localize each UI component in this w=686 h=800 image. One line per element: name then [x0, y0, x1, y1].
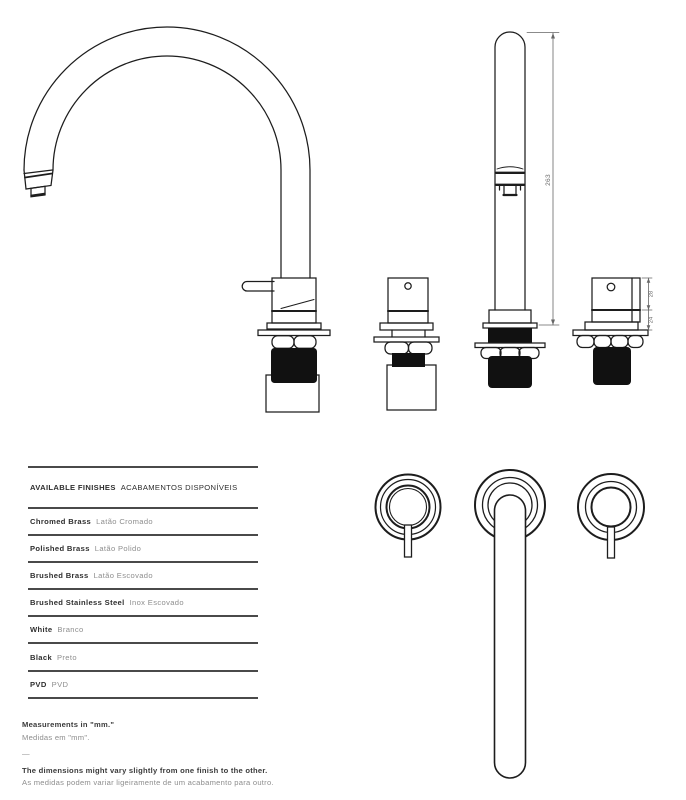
- threaded-shank: [392, 353, 425, 367]
- lever-handle: [242, 282, 274, 292]
- deck-plate: [573, 330, 648, 336]
- plan-spout: [475, 470, 545, 778]
- valve-cartridge-body: [387, 365, 436, 410]
- variance-note-pt: As medidas podem variar ligeiramente de um acabamento para outro.: [22, 778, 274, 788]
- drawing-faucet-front-view: [475, 32, 559, 388]
- finish-row-brushed-stainless-steel: Brushed Stainless Steel Inox Escovado: [28, 590, 258, 617]
- footer-notes: [22, 719, 352, 790]
- finishes-table: [28, 466, 258, 699]
- spout-inner-curve: [53, 56, 281, 278]
- spout-outer-curve: [24, 27, 310, 278]
- finish-row-pvd: PVD PVD: [28, 672, 258, 699]
- handle-stub: [405, 525, 412, 557]
- deck-plate: [258, 330, 330, 336]
- base-flange: [267, 323, 321, 329]
- measurements-note-en: Measurements in "mm.": [22, 720, 115, 729]
- drawing-plan-view: [376, 470, 645, 778]
- plan-right-handle: [578, 474, 644, 558]
- deck-plate: [374, 337, 439, 342]
- finishes-header-en: AVAILABLE FINISHES: [30, 482, 116, 492]
- height-dimension: [527, 33, 559, 326]
- finishes-header-pt: ACABAMENTOS DISPONÍVEIS: [120, 482, 238, 492]
- threaded-shank: [488, 356, 532, 388]
- handle-indicator-dot: [607, 283, 615, 291]
- handle-indicator-dot: [405, 283, 411, 289]
- finish-row-black: Black Preto: [28, 644, 258, 671]
- notes-separator: —: [22, 749, 30, 759]
- spout-arm: [495, 495, 526, 778]
- valve-handle: [388, 278, 428, 323]
- drawing-faucet-side-view: [24, 27, 330, 412]
- handle-base-height-label: 24: [648, 316, 655, 324]
- spout-column: [495, 32, 525, 310]
- deck-plate: [475, 343, 545, 348]
- handle-height-label: 28: [648, 290, 655, 298]
- drawing-valve-front-view: [374, 278, 439, 410]
- valve-handle: [592, 278, 640, 322]
- aerator-stub: [504, 185, 516, 195]
- base-flange: [585, 322, 638, 330]
- finish-row-white: White Branco: [28, 617, 258, 644]
- variance-note-en: The dimensions might vary slightly from one finish to the other.: [22, 765, 268, 775]
- plan-left-handle: [376, 475, 441, 558]
- spout-height-label: 263: [545, 174, 552, 186]
- threaded-shank: [271, 348, 317, 383]
- base-flange: [489, 310, 531, 323]
- base-flange: [380, 323, 433, 330]
- handle-stub: [608, 527, 615, 558]
- drawing-valve-side-view: [573, 278, 655, 385]
- threaded-shank: [593, 347, 631, 385]
- finish-row-brushed-brass: Brushed Brass Latão Escovado: [28, 563, 258, 590]
- finish-row-chromed-brass: Chromed Brass Latão Cromado: [28, 509, 258, 536]
- finish-row-polished-brass: Polished Brass Latão Polido: [28, 536, 258, 563]
- lock-collar: [488, 328, 532, 343]
- finishes-table-header: [28, 468, 258, 509]
- measurements-note-pt: Medidas em "mm".: [22, 732, 90, 742]
